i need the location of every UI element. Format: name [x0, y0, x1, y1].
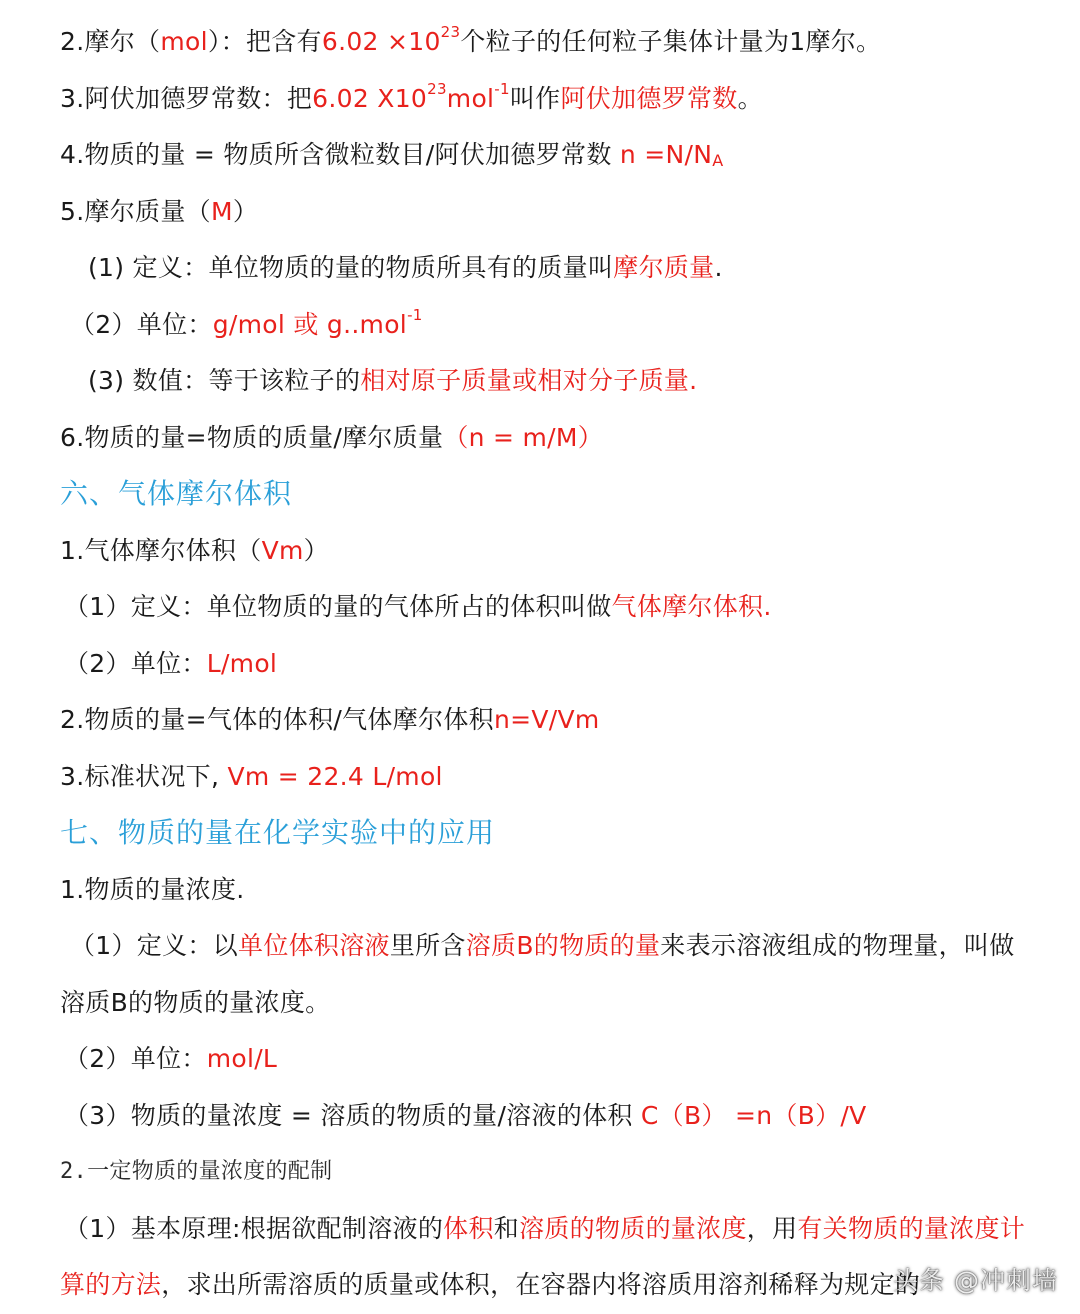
highlight-segment: Vm: [261, 535, 304, 565]
highlight-segment: 阿伏加德罗常数: [560, 83, 738, 113]
highlight-segment: 溶质的物质的量浓度: [519, 1213, 747, 1243]
text-segment: ）: [303, 535, 329, 565]
watermark-label: 头条 @冲刺墙: [893, 1266, 1058, 1295]
text-line: [60, 14, 1040, 71]
text-line: [60, 1201, 1040, 1258]
text-segment: ）: [232, 196, 259, 226]
text-segment: 3.标准状况下,: [60, 761, 228, 791]
text-line: [60, 353, 1040, 410]
text-segment: （2）单位：: [64, 648, 207, 678]
highlight-segment: A: [712, 151, 724, 170]
text-segment: ，用: [746, 1213, 798, 1243]
text-segment: 5.摩尔质量（: [60, 196, 211, 226]
highlight-segment: 有关物质的量浓度计: [797, 1213, 1026, 1243]
text-segment: .: [714, 253, 723, 282]
highlight-segment: 相对原子质量或相对分子质量.: [360, 366, 698, 395]
text-segment: （1）定义：单位物质的量的气体所占的体积叫做: [64, 592, 612, 621]
text-segment: 七、物质的量在化学实验中的应用: [60, 816, 496, 849]
highlight-segment: -1: [407, 305, 423, 324]
text-segment: 2.摩尔（: [60, 27, 161, 56]
text-segment: （3）物质的量浓度 = 溶质的物质的量/溶液的体积: [64, 1100, 641, 1130]
text-segment: 个粒子的任何粒子集体计量为1摩尔。: [460, 27, 882, 56]
highlight-segment: g/mol 或 g..mol: [212, 309, 408, 339]
text-segment: 1.物质的量浓度.: [60, 874, 245, 904]
text-line: [60, 523, 1040, 580]
highlight-segment: C（B） =n（B）/V: [640, 1100, 867, 1130]
highlight-segment: （n = m/M）: [443, 422, 604, 452]
text-line: [60, 240, 1040, 297]
highlight-segment: 23: [440, 23, 461, 41]
text-line: [60, 297, 1040, 354]
text-segment: 2.物质的量=气体的体积/气体摩尔体积: [60, 705, 494, 734]
highlight-segment: 溶质B的物质的量: [465, 931, 661, 960]
text-segment: (3) 数值：等于该粒子的: [88, 366, 361, 395]
highlight-segment: M: [210, 196, 233, 226]
highlight-segment: mol/L: [206, 1044, 278, 1073]
text-line: [60, 71, 1040, 128]
text-line: [60, 862, 1040, 919]
text-line: [60, 579, 1040, 636]
text-segment: (1) 定义：单位物质的量的物质所具有的质量叫: [88, 253, 614, 282]
text-line: [60, 1088, 1040, 1145]
text-segment: （1）基本原理:根据欲配制溶液的: [64, 1213, 444, 1243]
text-segment: 来表示溶液组成的物理量，叫做: [660, 931, 1015, 960]
text-segment: 6.物质的量=物质的质量/摩尔质量: [60, 422, 444, 452]
highlight-segment: 6.02 ×10: [321, 27, 441, 56]
text-line: [60, 1031, 1040, 1088]
highlight-segment: mol: [160, 27, 208, 56]
highlight-segment: 单位体积溶液: [238, 931, 390, 960]
text-line: [60, 692, 1040, 749]
text-segment: 和: [493, 1213, 520, 1243]
text-segment: （2）单位：: [70, 309, 213, 339]
text-segment: （1）定义：以: [70, 931, 239, 960]
text-segment: 六、气体摩尔体积: [60, 477, 293, 510]
text-line: [60, 184, 1040, 241]
highlight-segment: n=V/Vm: [493, 705, 600, 734]
text-line: [60, 749, 1040, 806]
highlight-segment: 23: [427, 79, 447, 98]
text-segment: 。: [737, 83, 763, 113]
text-segment: ，求出所需溶质的质量或体积，在容器内将溶质用溶剂稀释为规定的: [161, 1270, 921, 1299]
text-line: [60, 127, 1040, 184]
highlight-segment: L/mol: [206, 648, 278, 678]
text-segment: 1.气体摩尔体积（: [60, 535, 262, 565]
text-segment: 3.阿伏加德罗常数：把: [60, 83, 313, 113]
text-line: [60, 1144, 1040, 1201]
text-segment: 叫作: [509, 83, 561, 113]
text-segment: 溶质B的物质的量浓度。: [60, 987, 331, 1017]
text-line: [60, 975, 1040, 1032]
highlight-segment: mol: [446, 83, 495, 113]
text-line: [60, 636, 1040, 693]
highlight-segment: 摩尔质量: [613, 253, 715, 282]
highlight-segment: n =N/N: [619, 140, 713, 169]
text-line: [60, 410, 1040, 467]
highlight-segment: -1: [494, 79, 510, 98]
text-segment: ）：把含有: [207, 27, 322, 56]
text-segment: 2.一定物质的量浓度的配制: [60, 1159, 333, 1184]
section-heading: [60, 466, 1040, 523]
section-heading: [60, 805, 1040, 862]
text-segment: 里所含: [389, 931, 466, 960]
text-segment: （2）单位：: [64, 1044, 207, 1073]
highlight-segment: 6.02 X10: [312, 83, 428, 113]
highlight-segment: Vm = 22.4 L/mol: [227, 761, 443, 791]
highlight-segment: 体积: [443, 1213, 494, 1243]
highlight-segment: 气体摩尔体积.: [611, 592, 772, 621]
highlight-segment: 算的方法: [60, 1270, 162, 1299]
text-line: [60, 918, 1040, 975]
text-segment: 4.物质的量 = 物质所含微粒数目/阿伏加德罗常数: [60, 140, 620, 169]
